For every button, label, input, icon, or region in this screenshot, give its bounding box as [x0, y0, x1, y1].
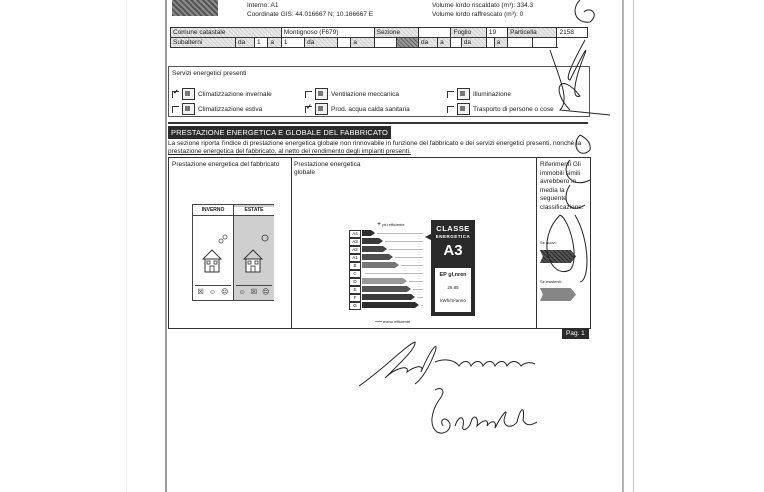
service-label: Ventilazione meccanica: [331, 90, 399, 98]
scale-guide-line: [385, 241, 423, 242]
service-label: Climatizzazione estiva: [198, 105, 263, 113]
energy-class-a1-label: A1: [349, 254, 361, 262]
summer-panel: [233, 205, 274, 300]
energy-class-e-label: E: [349, 286, 361, 294]
energy-class-g-bar: [362, 302, 419, 308]
winter-quality-faces: [195, 285, 231, 298]
service-climatizzazione-invernale[interactable]: [172, 88, 272, 100]
sub-da-label: da: [236, 38, 255, 48]
sub-a4-value: [508, 38, 533, 48]
section-desc-line2: prestazione energetica del fabbricato, al netto del rendimento degli impianti presenti.: [168, 148, 411, 155]
face-icon: ☒: [197, 289, 204, 296]
comune-label: Comune catastale: [171, 28, 282, 38]
coordinate-text: Coordinate GIS: 44.016667 N; 10.166667 E: [247, 11, 374, 18]
page-border-left: [165, 0, 167, 492]
scale-guide-line: [421, 305, 423, 306]
section-description: [168, 140, 588, 156]
ventilation-icon: [315, 88, 328, 100]
scale-guide-line: [365, 273, 423, 274]
class-card-subtitle: ENERGETICA: [435, 234, 471, 239]
service-acqua-calda-sanitaria[interactable]: [305, 103, 410, 115]
volume-raffrescato-text: Volume lordo raffrescato (m³): 0: [432, 11, 524, 18]
particella-value: 2158: [557, 28, 588, 38]
column-divider: [291, 158, 292, 328]
ep-unit: kWh/m²anno: [440, 298, 466, 303]
services-box: [168, 66, 590, 117]
energy-class-a4-bar: [362, 230, 375, 236]
scan-edge-faint: [126, 0, 127, 492]
energy-class-a4-label: A4: [349, 230, 361, 238]
scale-top-label: [377, 221, 405, 228]
heating-icon: [182, 88, 195, 100]
checkbox-unchecked-icon[interactable]: [172, 106, 179, 113]
sub-da3-label: da: [419, 38, 438, 48]
sub-da2-value: [337, 38, 350, 48]
hot-water-icon: [315, 103, 328, 115]
house-icon: [242, 247, 264, 273]
service-label: Illuminazione: [473, 90, 511, 98]
scale-guide-line: [395, 257, 423, 258]
checkbox-checked-icon[interactable]: [172, 91, 179, 98]
scale-guide-line: [401, 265, 423, 266]
scale-guide-line: [377, 233, 423, 234]
service-label: Prod. acqua calda sanitaria: [331, 105, 410, 113]
service-climatizzazione-estiva[interactable]: [172, 103, 262, 115]
ref-new-label: Se nuovi:: [540, 240, 557, 245]
scale-guide-line: [413, 289, 423, 290]
cooling-icon: [182, 103, 195, 115]
performance-box: [168, 157, 591, 329]
winter-panel: [193, 205, 233, 300]
energy-class-d-bar: [362, 278, 407, 284]
scale-guide-line: [409, 281, 423, 282]
sub-da2-label: da: [305, 38, 338, 48]
subalterni-label: Subalterni: [171, 38, 236, 48]
sub-a4-label: a: [494, 38, 507, 48]
column-divider: [536, 158, 537, 328]
energy-class-d-label: D: [349, 278, 361, 286]
energy-class-f-label: F: [349, 294, 361, 302]
interno-text: Interno: A1: [247, 2, 279, 9]
volume-riscaldato-text: Volume lordo riscaldato (m³): 334.3: [432, 2, 534, 9]
service-ventilazione-meccanica[interactable]: [305, 88, 399, 100]
class-card-title: CLASSE: [436, 224, 470, 233]
plus-icon: +: [377, 221, 382, 228]
scale-guide-line: [389, 249, 423, 250]
energy-class-a1-bar: [362, 254, 393, 260]
sub-da4-value: [486, 38, 494, 48]
energy-class-e-bar: [362, 286, 411, 292]
sub-a2-value: [374, 38, 396, 48]
page-number: Pag. 1: [562, 328, 589, 339]
service-illuminazione[interactable]: [447, 88, 511, 100]
lighting-icon: [457, 88, 470, 100]
face-icon: ☹: [262, 289, 270, 296]
riferimenti-text: Riferimenti Gli immobili simili avrebbero in media la seguente classificazione:: [540, 161, 584, 211]
services-title: Servizi energetici presenti: [172, 70, 247, 77]
transport-icon: [457, 103, 470, 115]
page-border-right-outer: [633, 0, 634, 492]
summer-label: ESTATE: [234, 207, 274, 216]
energy-class-g-label: G: [349, 302, 361, 310]
ep-label: EP gl,nren: [439, 272, 467, 278]
service-label: Climatizzazione invernale: [198, 90, 272, 98]
scale-bottom-text: meno efficiente: [383, 319, 411, 324]
checkbox-unchecked-icon[interactable]: [447, 91, 454, 98]
foglio-label: Foglio: [451, 28, 486, 38]
face-icon: ☹: [221, 289, 229, 296]
winter-label: INVERNO: [193, 207, 233, 216]
section-title: PRESTAZIONE ENERGETICA E GLOBALE DEL FABBRICATO: [168, 126, 391, 139]
snowflake-icon: [217, 233, 229, 245]
energy-class-c-label: C: [349, 270, 361, 278]
catasto-table: [170, 27, 588, 48]
house-icon: [201, 247, 223, 273]
service-label: Trasporto di persone o cose: [473, 105, 554, 113]
page-border-right: [622, 0, 624, 492]
sub-da-value: 1: [255, 38, 268, 48]
section-divider: [168, 122, 588, 124]
face-icon: ☺: [208, 288, 217, 296]
energy-class-card: [431, 220, 475, 316]
checkbox-checked-icon[interactable]: [305, 106, 312, 113]
sub-a-label: a: [268, 38, 281, 48]
checkbox-unchecked-icon[interactable]: [305, 91, 312, 98]
sub-a-value: 1: [281, 38, 304, 48]
energy-class-b-bar: [362, 262, 399, 268]
sezione-label: Sezione: [374, 28, 418, 38]
globale-label: Prestazione energetica globale: [294, 161, 361, 176]
face-icon: ☒: [250, 289, 258, 296]
summer-quality-faces: [236, 285, 272, 298]
comune-value: Montignoso (F679): [281, 28, 374, 38]
energy-class-f-bar: [362, 294, 415, 300]
scale-top-text: più efficiente: [382, 222, 405, 227]
energy-class-b-label: B: [349, 262, 361, 270]
signature-1: [355, 338, 545, 390]
sezione-value: [419, 28, 451, 38]
ep-box: [435, 268, 471, 312]
ref-old-label: Se esistenti:: [540, 279, 562, 284]
sub-separator: [396, 38, 418, 48]
energy-class-a3-label: A3: [349, 238, 361, 246]
energy-class-a3-bar: [362, 238, 383, 244]
foglio-value: 19: [486, 28, 507, 38]
particella-label: Particella: [508, 28, 557, 38]
sun-icon: [260, 233, 270, 243]
sub-a3-value: [451, 38, 461, 48]
sub-a2-label: a: [351, 38, 374, 48]
fabbricato-label: Prestazione energetica del fabbricato: [172, 161, 280, 168]
section-desc-line1: La sezione riporta l'indice di prestazione energetica globale non rinnovabile in funzione del fabbricato e dei servizi energetici presenti, nonché la: [168, 140, 582, 147]
service-trasporto[interactable]: [447, 103, 554, 115]
energy-class-a2-label: A2: [349, 246, 361, 254]
scale-bottom-label: [375, 318, 410, 325]
building-photo: [172, 0, 218, 16]
sub-a3-label: a: [438, 38, 451, 48]
sub-da4-label: da: [461, 38, 486, 48]
scale-guide-line: [417, 297, 423, 298]
energy-class-value: A3: [443, 242, 463, 259]
energy-class-a2-bar: [362, 246, 387, 252]
minus-icon: —: [375, 318, 382, 325]
season-chart: [192, 204, 274, 301]
signature-margin: [540, 0, 620, 300]
ep-value: 26.85: [447, 285, 459, 290]
face-icon: ☺: [238, 288, 246, 296]
checkbox-unchecked-icon[interactable]: [447, 106, 454, 113]
signature-2: [425, 386, 545, 438]
